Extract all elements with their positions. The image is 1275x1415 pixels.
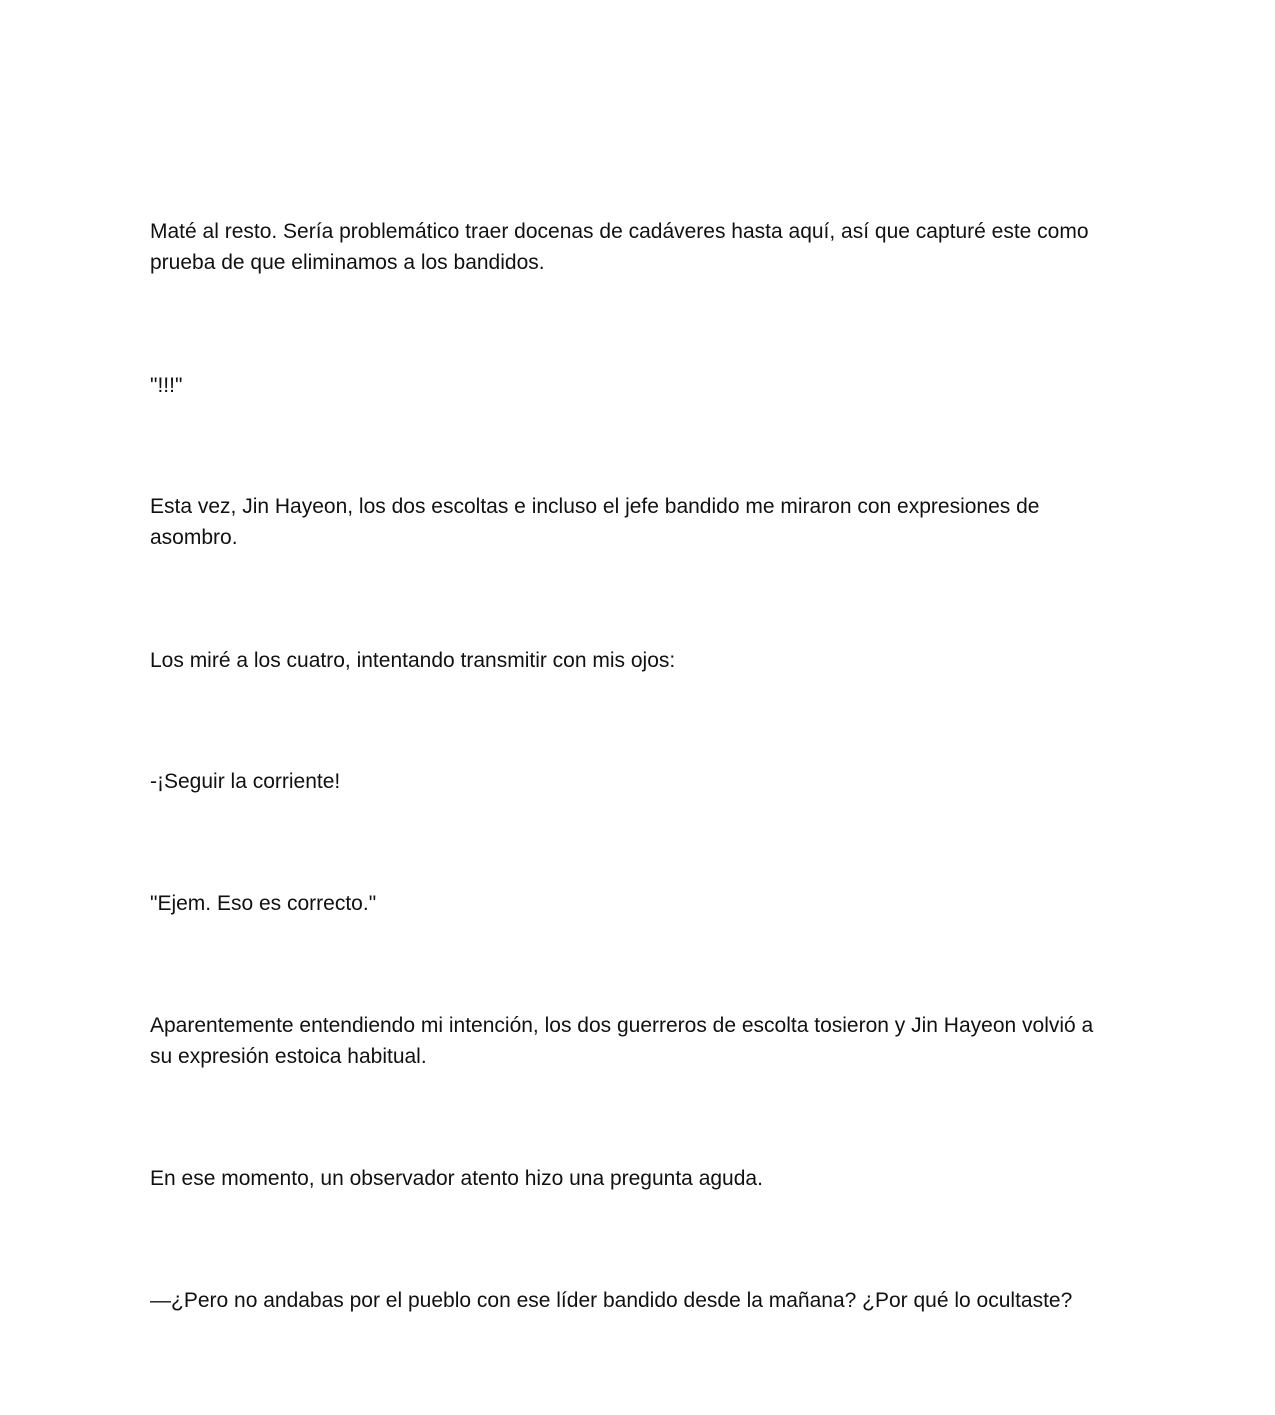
paragraph-4: Los miré a los cuatro, intentando transmitir con mis ojos: [150,649,676,672]
paragraph-9: —¿Pero no andabas por el pueblo con ese líder bandido desde la mañana? ¿Por qué lo ocultaste? [150,1289,1073,1312]
paragraph-5: -¡Seguir la corriente! [150,770,341,793]
paragraph-2: "!!!" [150,374,183,397]
paragraph-1: Maté al resto. Sería problemático traer docenas de cadáveres hasta aquí, así que capturé este como prueba de que eliminamos a los bandidos. [150,220,1089,274]
paragraph-3: Esta vez, Jin Hayeon, los dos escoltas e incluso el jefe bandido me miraron con expresiones de asombro. [150,495,1040,549]
paragraph-7: Aparentemente entendiendo mi intención, los dos guerreros de escolta tosieron y Jin Hayeon volvió a su expresión estoica habitual. [150,1014,1094,1068]
paragraph-8: En ese momento, un observador atento hizo una pregunta aguda. [150,1167,763,1190]
paragraph-6: "Ejem. Eso es correcto." [150,892,377,915]
